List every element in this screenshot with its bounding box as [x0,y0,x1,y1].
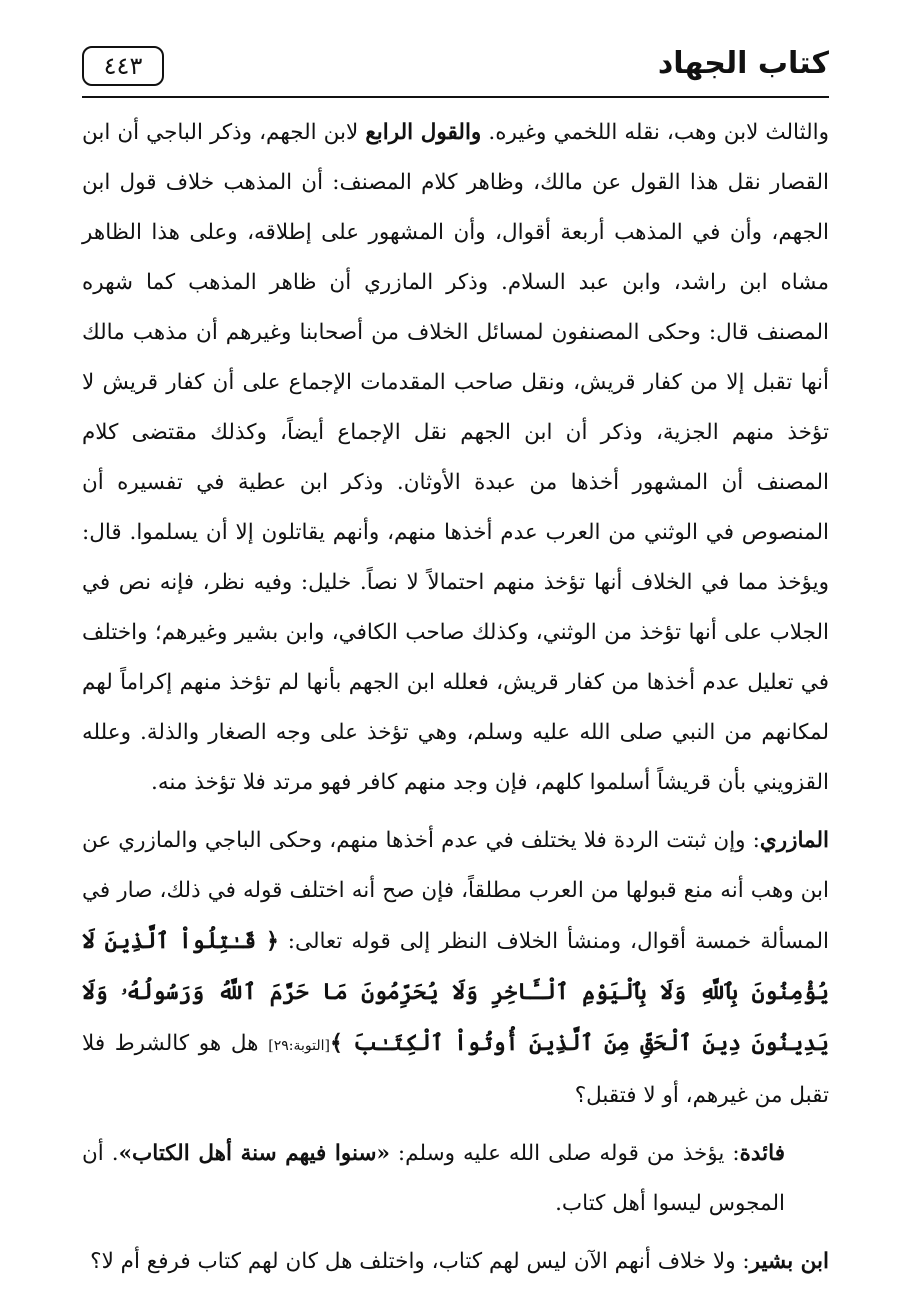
paragraph-1-text-a: والثالث لابن وهب، نقله اللخمي وغيره. [481,120,830,145]
paragraph-3-text-a: : يؤخذ من قوله صلى الله عليه وسلم: [389,1141,740,1166]
paragraph-1-lead: والقول الرابع [365,120,482,145]
header-rule [82,96,829,98]
verse-reference: [التوبة:٢٩] [268,1038,330,1054]
paragraph-2-text-b: هل هو كالشرط فلا تقبل من غيرهم، أو لا فتقبل؟ [82,1031,829,1108]
paragraph-1-text-b: لابن الجهم، وذكر الباجي أن ابن القصار نقل هذا القول عن مالك، وظاهر كلام المصنف: أن المذهب خلاف قول ابن الجهم، وأن في المذهب أربعة أقوال، وأن المشهور على إطلاقه، وعلى هذا الظاهر مشاه ابن راشد، وابن عبد السلام. وذكر المازري أن ظاهر المذهب كما شهره المصنف قال: وحكى المصنفون لمسائل الخلاف من أصحابنا وغيرهم أن مذهب مالك أنها تقبل إلا من كفار قريش، ونقل صاحب المقدمات الإجماع على أن كفار قريش لا تؤخذ منهم الجزية، وذكر أن ابن الجهم نقل الإجماع أيضاً، وكذلك مقتضى كلام المصنف أن المشهور أخذها من عبدة الأوثان. وذكر ابن عطية في تفسيره أن المنصوص في الوثني من العرب عدم أخذها منهم، وأنهم يقاتلون إلا أن يسلموا. قال: ويؤخذ مما في الخلاف أنها تؤخذ منهم احتمالاً لا نصاً. خليل: وفيه نظر، فإنه نص في الجلاب على أنها تؤخذ من الوثني، وكذلك صاحب الكافي، وابن بشير وغيرهم؛ واختلف في تعليل عدم أخذها من كفار قريش، فعلله ابن الجهم بأنها لم تؤخذ منهم إكراماً لهم لمكانهم من النبي صلى الله عليه وسلم، وهي تؤخذ على وجه الصغار والذلة. وعلله القزويني بأن قريشاً أسلموا كلهم، فإن وجد منهم كافر فهو مرتد فلا تؤخذ منه. [82,120,829,795]
paragraph-2-lead: المازري [759,828,829,853]
paragraph-3-lead: فائدة [739,1141,785,1166]
paragraph-4 [82,1237,829,1287]
paragraph-3 [82,1129,829,1229]
paragraph-3-text-b: . أن المجوس ليسوا أهل كتاب. [82,1141,785,1216]
page-body [82,108,829,1287]
page-number: ٤٤٣ [82,46,164,86]
paragraph-2-text-a: : وإن ثبتت الردة فلا يختلف في عدم أخذها منهم، وحكى الباجي والمازري عن ابن وهب أنه منع قبولها من العرب مطلقاً، فإن صح أنه اختلف قوله في ذلك، صار في المسألة خمسة أقوال، ومنشأ الخلاف النظر إلى قوله تعالى: [82,828,830,954]
paragraph-4-text-a: : ولا خلاف أنهم الآن ليس لهم كتاب، واختلف هل كان لهم كتاب فرفع أم لا؟ [90,1249,750,1274]
paragraph-4-lead: ابن بشير [749,1249,829,1274]
book-title: كتاب الجهاد [657,46,829,81]
page-header [82,40,829,92]
paragraph-1 [82,108,829,808]
quran-verse: ﴿ قَـٰتِلُواْ ٱلَّذِينَ لَا يُؤْمِنُونَ بِٱللَّهِ وَلَا بِٱلْيَوْمِ ٱلْـَٔاخِرِ وَلَا يُحَرِّمُونَ مَا حَرَّمَ ٱللَّهُ وَرَسُولُهُۥ وَلَا يَدِينُونَ دِينَ ٱلْحَقِّ مِنَ ٱلَّذِينَ أُوتُواْ ٱلْكِتَـٰبَ ﴾ [82,928,829,1056]
hadith-quote: «سنوا فيهم سنة أهل الكتاب» [118,1141,390,1166]
paragraph-2 [82,816,829,1121]
